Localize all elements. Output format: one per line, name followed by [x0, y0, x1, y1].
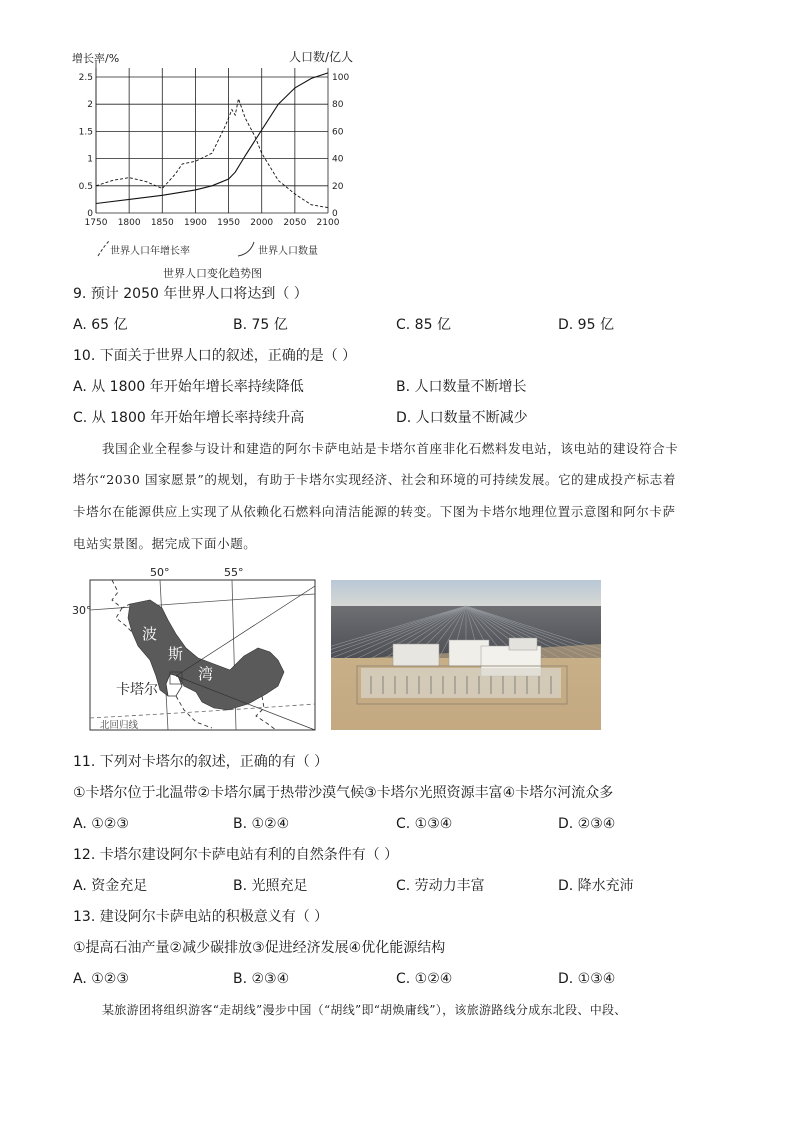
legend-rate-label: 世界人口年增长率	[110, 246, 190, 257]
y-left-tick-0: 0	[87, 209, 93, 219]
q11-option-b: B. ①②④	[233, 816, 290, 832]
x-tick-label-1900: 1900	[183, 218, 207, 228]
q12-option-b: B. 光照充足	[233, 878, 308, 894]
map-svg	[72, 564, 332, 739]
gulf-label-3: 湾	[198, 665, 214, 683]
chart-grid	[96, 60, 328, 213]
q12-option-d: D. 降水充沛	[558, 878, 634, 894]
population-chart	[60, 40, 380, 285]
q13-option-b: B. ②③④	[233, 971, 290, 987]
y-left-tick-1: 0.5	[78, 181, 93, 192]
question-11-items: ①卡塔尔位于北温带②卡塔尔属于热带沙漠气候③卡塔尔光照资源丰富④卡塔尔河流众多	[73, 785, 614, 801]
question-12-stem: 12. 卡塔尔建设阿尔卡萨电站有利的自然条件有（ ）	[73, 847, 399, 863]
q10-option-a: A. 从 1800 年开始年增长率持续降低	[73, 379, 304, 395]
question-10-stem: 10. 下面关于世界人口的叙述，正确的是（ ）	[73, 348, 357, 364]
q12-option-c: C. 劳动力丰富	[396, 878, 485, 894]
photo-sky	[331, 580, 601, 608]
lon-55-label: 55°	[224, 566, 244, 579]
q9-option-a: A. 65 亿	[73, 317, 128, 333]
population-line	[96, 73, 328, 204]
y-right-tick-0: 0	[332, 209, 338, 219]
q9-option-d: D. 95 亿	[558, 317, 614, 333]
y-right-tick-3: 60	[332, 127, 344, 138]
q13-option-d: D. ①③④	[558, 971, 616, 987]
q9-option-b: B. 75 亿	[233, 317, 288, 333]
x-tick-label-2050: 2050	[283, 218, 307, 228]
chart-svg	[60, 40, 380, 285]
substation-yard	[361, 668, 561, 698]
x-tick-label-1800: 1800	[117, 218, 141, 228]
passage-1-line-4: 电站实景图。据完成下面小题。	[73, 536, 257, 551]
chart-caption: 世界人口变化趋势图	[163, 267, 262, 280]
x-tick-label-2100: 2100	[316, 218, 340, 228]
legend-pop-label: 世界人口数量	[258, 246, 318, 257]
y-left-tick-2: 1	[87, 154, 93, 165]
legend-pop-swatch	[238, 242, 254, 256]
passage-1-line-3: 卡塔尔在能源供应上实现了从依赖化石燃料向清洁能源的转变。下图为卡塔尔地理位置示意图和阿尔卡萨	[73, 504, 676, 519]
y-right-label: 人口数/亿人	[289, 50, 354, 64]
y-left-label: 增长率/%	[72, 52, 120, 65]
q11-option-a: A. ①②③	[73, 816, 129, 832]
lat-30-label: 30°	[72, 604, 92, 617]
solar-plant-photo	[331, 580, 601, 730]
q13-option-c: C. ①②④	[396, 971, 453, 987]
x-tick-label-1950: 1950	[217, 218, 241, 228]
passage-2-line-1: 某旅游团将组织游客“走胡线”漫步中国（“胡线”即“胡焕庸线”），该旅游路线分成东北段、中段、	[102, 1003, 627, 1017]
q10-option-c: C. 从 1800 年开始年增长率持续升高	[73, 410, 305, 426]
x-tick-label-1850: 1850	[150, 218, 174, 228]
map-frame	[90, 580, 315, 730]
q10-option-b: B. 人口数量不断增长	[396, 379, 527, 395]
question-9-stem: 9. 预计 2050 年世界人口将达到（ ）	[73, 286, 308, 302]
substation-building-4	[509, 638, 537, 650]
chart-legend	[98, 240, 318, 257]
legend-rate-swatch	[98, 240, 110, 256]
y-left-tick-3: 1.5	[78, 127, 93, 138]
chart-ticks	[79, 73, 350, 228]
qatar-location-map	[72, 564, 332, 739]
substation-building-1	[393, 644, 439, 666]
q10-option-d: D. 人口数量不断减少	[396, 410, 528, 426]
tropic-label: 北回归线	[100, 720, 139, 731]
y-right-tick-2: 40	[332, 154, 344, 165]
question-13-stem: 13. 建设阿尔卡萨电站的积极意义有（ ）	[73, 909, 329, 925]
q11-option-d: D. ②③④	[558, 816, 616, 832]
passage-1-line-1: 我国企业全程参与设计和建造的阿尔卡萨电站是卡塔尔首座非化石燃料发电站，该电站的建设符合卡	[102, 441, 679, 456]
y-right-tick-5: 100	[332, 73, 350, 83]
qatar-label: 卡塔尔	[116, 682, 158, 698]
y-right-tick-1: 20	[332, 181, 344, 192]
gulf-label-2: 斯	[168, 645, 184, 663]
question-11-stem: 11. 下列对卡塔尔的叙述，正确的有（ ）	[73, 754, 329, 770]
q9-option-c: C. 85 亿	[396, 317, 451, 333]
x-tick-label-2000: 2000	[250, 218, 274, 228]
growth-rate-line	[96, 99, 328, 208]
lon-50-label: 50°	[150, 566, 170, 579]
x-tick-label-1750: 1750	[84, 218, 108, 228]
y-right-tick-4: 80	[332, 100, 344, 111]
q13-option-a: A. ①②③	[73, 971, 129, 987]
gulf-label-1: 波	[142, 625, 158, 643]
q12-option-a: A. 资金充足	[73, 878, 148, 894]
passage-1-line-2: 塔尔“2030 国家愿景”的规划，有助于卡塔尔实现经济、社会和环境的可持续发展。它的建成投产标志着	[73, 472, 676, 487]
y-left-tick-5: 2.5	[78, 73, 93, 83]
chart-series	[96, 73, 328, 208]
q11-option-c: C. ①③④	[396, 816, 453, 832]
question-13-items: ①提高石油产量②减少碳排放③促进经济发展④优化能源结构	[73, 940, 446, 956]
y-left-tick-4: 2	[87, 100, 93, 111]
